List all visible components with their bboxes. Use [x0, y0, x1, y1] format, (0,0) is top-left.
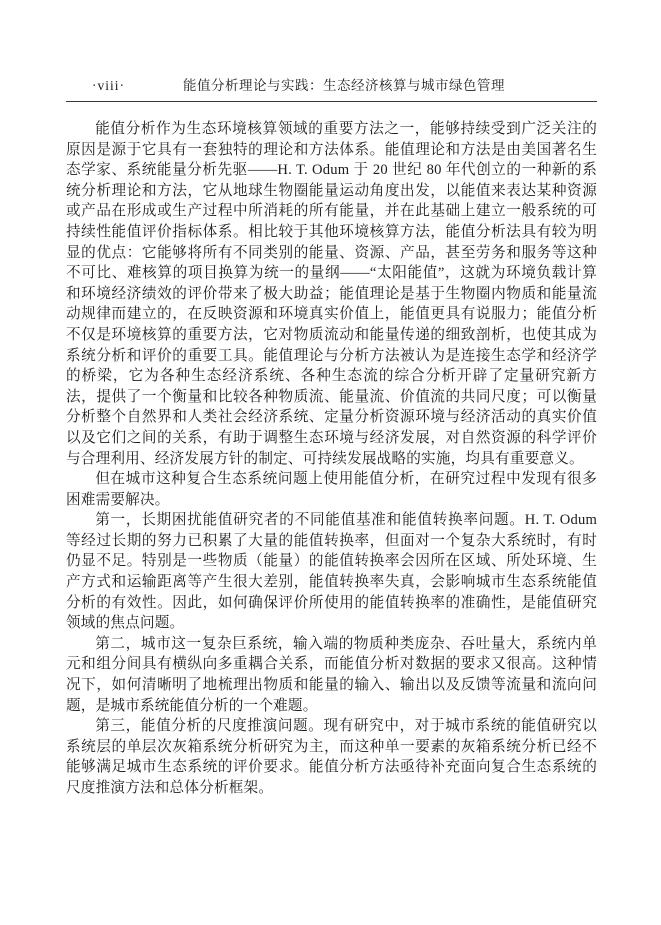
page-number: ·viii·	[92, 78, 125, 93]
header-divider	[66, 101, 597, 102]
page-header	[66, 74, 597, 94]
paragraph-intro: 能值分析作为生态环境核算领域的重要方法之一，能够持续受到广泛关注的原因是源于它具有一套独特的理论和方法体系。能值理论和方法是由美国著名生态学家、系统能量分析先驱——H. T. Odum 于 20 世纪 80 年代创立的一种新的系统分析理论和方法，它从地球生物圈能量运动角度出发，以能值来表达某种资源或产品在形成或生产过程中所消耗的所有能量，并在此基础上建立一般系统的可持续性能值评价指标体系。相比较于其他环境核算方法，能值分析法具有较为明显的优点：它能够将所有不同类别的能量、资源、产品，甚至劳务和服务等这种不可比、难核算的项目换算为统一的量纲——“太阳能值”，这就为环境负载计算和环境经济绩效的评价带来了极大助益；能值理论是基于生物圈内物质和能量流动规律而建立的，在反映资源和环境真实价值上，能值更具有说服力；能值分析不仅是环境核算的重要方法，它对物质流动和能量传递的细致剖析，也使其成为系统分析和评价的重要工具。能值理论与分析方法被认为是连接生态学和经济学的桥梁，它为各种生态经济系统、各种生态流的综合分析开辟了定量研究新方法，提供了一个衡量和比较各种物质流、能量流、价值流的共同尺度；可以衡量分析整个自然界和人类社会经济系统、定量分析资源环境与经济活动的真实价值以及它们之间的关系，有助于调整生态环境与经济发展，对自然资源的科学评价与合理利用、经济发展方针的制定、可持续发展战略的实施，均具有重要意义。	[66, 121, 597, 467]
paragraph-first-issue: 第一，长期困扰能值研究者的不同能值基准和能值转换率问题。H. T. Odum 等经过长期的努力已积累了大量的能值转换率，但面对一个复杂大系统时，有时仍显不足。特别是一些物质（能量）的能值转换率会因所在区域、所处环境、生产方式和运输距离等产生很大差别，能值转换率失真，会影响城市生态系统能值分析的有效性。因此，如何确保评价所使用的能值转换率的准确性，是能值研究领域的焦点问题。	[66, 512, 597, 632]
paragraph-problem-overview: 但在城市这种复合生态系统问题上使用能值分析，在研究过程中发现有很多困难需要解决。	[66, 471, 597, 508]
book-title: 能值分析理论与实践：生态经济核算与城市绿色管理	[183, 78, 505, 93]
paragraph-third-issue: 第三，能值分析的尺度推演问题。现有研究中，对于城市系统的能值研究以系统层的单层次灰箱系统分析研究为主，而这种单一要素的灰箱系统分析已经不能够满足城市生态系统的评价要求。能值分析方法亟待补充面向复合生态系统的尺度推演方法和总体分析框架。	[66, 718, 597, 796]
page-body	[66, 119, 597, 799]
paragraph-second-issue: 第二，城市这一复杂巨系统，输入端的物质种类庞杂、吞吐量大，系统内单元和组分间具有横纵向多重耦合关系，而能值分析对数据的要求又很高。这种情况下，如何清晰明了地梳理出物质和能量的输入、输出以及反馈等流量和流向问题，是城市系统能值分析的一个难题。	[66, 635, 597, 714]
